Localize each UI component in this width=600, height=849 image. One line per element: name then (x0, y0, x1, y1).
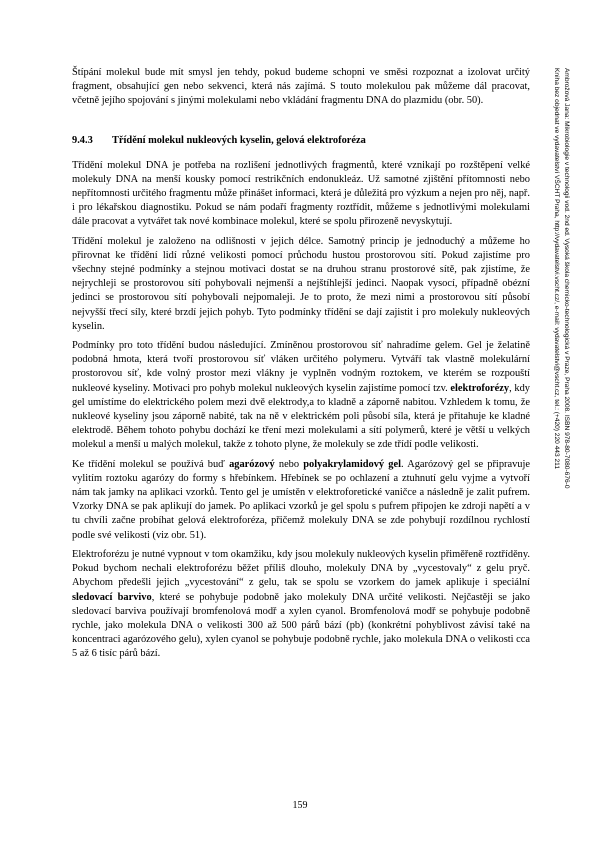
section-heading (72, 134, 530, 147)
intro-paragraph: Štípání molekul bude mít smysl jen tehdy, pokud budeme schopni ve směsi rozpoznat a izolovat určitý fragment, obsahující gen nebo sekvenci, která nás zajímá. S touto molekulou pak můžeme dál pracovat, včetně jejího spojování s jinými molekulami nebo vkládání fragmentu DNA do plazmidu (obr. 50). (72, 67, 530, 107)
paragraph-5-text-a: Elektroforézu je nutné vypnout v tom okamžiku, kdy jsou molekuly nukleových kyselin přiměřeně roztříděny. Pokud bychom nechali elektroforézu běžet příliš dlouho, molekuly DNA by „vycestovaly“ z gelu pryč. Abychom předešli jejich „vycestování“ z gelu, tak se spolu se vzorkem do jamek aplikuje i speciální (72, 548, 530, 589)
paragraph-3-text-a: Podmínky pro toto třídění budou následující. Zmíněnou prostorovou síť nahradíme gelem. Gel je želatině podobná hmota, která tvoří prostorovou síť vláken určitého polymeru. Vytváří tak vlastně molekulární prostorovou síť, kde volný prostor mezi vlákny je vyplněn vodným roztokem, ve kterém se rozpouští nukleové kyseliny. Motivaci pro pohyb molekul nukleových kyselin zajistíme pomocí tzv. (72, 340, 530, 394)
paragraph-2: Třídění molekul je založeno na odlišnosti v jejich délce. Samotný princip je jednoduchý a můžeme ho přirovnat ke třídění lidí různé velikosti pomocí průchodu hustou prostorovou sítí. Pokud zajistíme pro všechny stejné podmínky a stejnou motivaci dostat se na druhou stranu prostorové sítě, pak zjistíme, že nejrychleji se prostorovou sítí pohybovali nejmenší a nejštíhlejší jedinci. Naopak vysocí, případně obézní jedinci se prostorovou sítí pohybovali nejpomaleji. Je to proto, že mezi nimi a prostorovou sítí působí nejvyšší třecí síly, které brzdí jejich pohyb. Tyto podmínky třídění se dají zajistit i pro molekuly nukleových kyselin. (72, 235, 530, 332)
paragraph-4 (72, 458, 530, 543)
page-number: 159 (292, 800, 308, 811)
paragraph-4-text-c: nebo (274, 458, 304, 470)
paragraph-5-text-c: , které se pohybuje podobně jako molekuly DNA určité velikosti. Nejčastěji se jako sledovací barviva používají bromfenolová modř a xylen cyanol. Bromfenolová modř se pohybuje podobně rychle, jako molekula DNA o velikosti 300 až 500 párů bází (pb) (konkrétní pohyblivost závisí také na koncentraci agarózového gelu), xylen cyanol se pohybuje podobně rychle, jako molekula DNA o velikosti cca 5 až 6 tisíc párů bází. (72, 591, 530, 660)
section-number: 9.4.3 (72, 134, 93, 146)
citation-line-2: Kniha bez objednat ve vydavatelství VŠCHT Praha, http://vydavatelstvi.vscht.cz/, e-mail: vydavatelstvi@vscht.cz, tel.: (+420) 220 443 211 (553, 68, 561, 469)
term-electrophoresis: elektroforézy (450, 382, 510, 394)
paragraph-5 (72, 548, 530, 662)
page-body (72, 66, 530, 667)
term-polyacrylamide-gel: polyakrylamidový gel (303, 458, 401, 470)
vertical-citation-note (541, 68, 571, 548)
section-title: Třídění molekul nukleových kyselin, gelová elektroforéza (112, 134, 366, 146)
paragraph-3 (72, 339, 530, 453)
paragraph-1: Třídění molekul DNA je potřeba na rozlišení jednotlivých fragmentů, které vznikají po rozštěpení velké molekuly DNA na menší kousky pomocí restrikčních endonukleáz. Už samotné zjištění přítomnosti nebo nepřítomnosti určitého fragmentu může přinášet informaci, která je důležitá pro výzkum a nejen pro něj, např. i pro lékařskou diagnostiku. Pokud se nám podaří fragmenty roztřídit, můžeme s jednotlivými molekulami dále pracovat a vytvářet tak nové kombinace molekul, které se spolu přirozeně nevyskytují. (72, 159, 530, 228)
term-tracking-dye: sledovací barvivo (72, 591, 152, 603)
term-agarose: agarózový (229, 458, 275, 470)
citation-line-1: Ambrožová Jana: Mikrobiologie v technologii vod. 2nd ed. Vysoká škola chemicko-technologická v Praze, Praha 2008. ISBN 978-80-7080-676-0 (563, 68, 570, 489)
paragraph-3-text-c: , kdy gel umístíme do elektrického polem mezi dvě elektrody,a to kladně a záporně nabitou. Vzhledem k tomu, že nukleové kyseliny jsou záporně nabité, tak na ně v elektrickém poli působí síla, která je přitahuje ke kladné elektrodě. Během tohoto pohybu dochází ke tření mezi molekulami a sítí polymerů, které je větší u velkých molekul a menší u malých molekul, takže z tohoto plyne, že molekuly se zde třídí podle velikosti. (72, 382, 530, 451)
paragraph-4-text-d: . Agarózový gel se připravuje vylitím roztoku agarózy do formy s hřebínkem. Hřebínek se po ochlazení a ztuhnutí gelu vyjme a vytvoří nám tak jamky na aplikaci vzorků. Tento gel je umístěn v elektroforetické vaničce a následně je zalit pufrem. Vzorky DNA se pak aplikují do jamek. Po aplikaci vzorků je gel spolu s pufrem připojen ke zdroji napětí a v tu chvíli začne probíhat gelová elektroforéza, přičemž molekuly DNA se zde pohybují rozdílnou rychlostí podle své velikosti (viz obr. 51). (72, 458, 530, 541)
paragraph-4-text-a: Ke třídění molekul se používá buď (72, 458, 230, 470)
